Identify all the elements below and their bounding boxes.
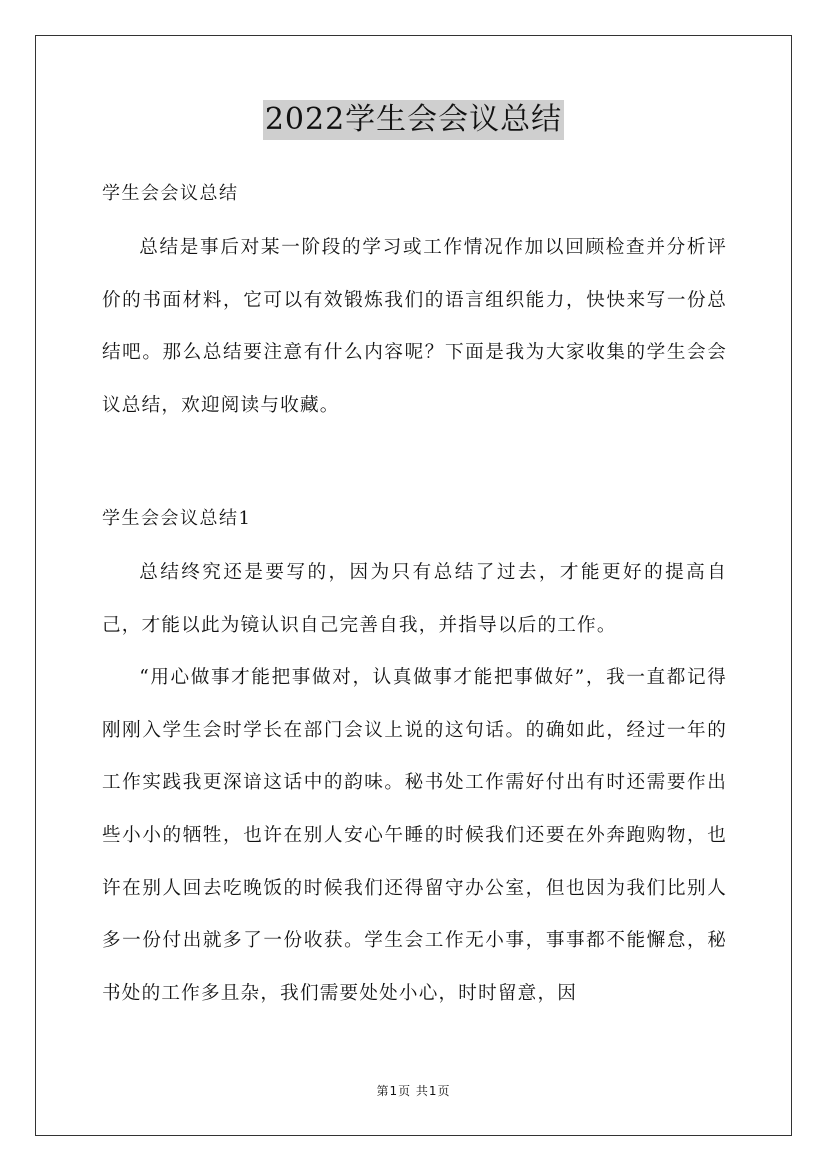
body-block bbox=[102, 547, 727, 1020]
subheading-block bbox=[102, 505, 727, 533]
page-footer: 第1页 共1页 bbox=[376, 1084, 451, 1098]
paragraph-1: 总结终究还是要写的，因为只有总结了过去，才能更好的提高自己，才能以此为镜认识自己完善自我，并指导以后的工作。 bbox=[102, 562, 727, 636]
section-heading: 学生会会议总结 bbox=[102, 183, 239, 204]
paragraph-2: “用心做事才能把事做对，认真做事才能把事做好”，我一直都记得刚刚入学生会时学长在部门会议上说的这句话。的确如此，经过一年的工作实践我更深谙这话中的韵味。秘书处工作需好付出有时还需要作出些小小的牺牲，也许在别人安心午睡的时候我们还要在外奔跑购物，也许在别人回去吃晚饭的时候我们还得留守办公室，但也因为我们比别人多一份付出就多了一份收获。学生会工作无小事，事事都不能懈怠，秘书处的工作多且杂，我们需要处处小心，时时留意，因 bbox=[102, 667, 727, 1004]
subheading: 学生会会议总结1 bbox=[102, 508, 252, 529]
intro-block bbox=[102, 222, 727, 432]
title-container bbox=[0, 100, 827, 140]
document-title: 2022学生会会议总结 bbox=[263, 100, 564, 140]
intro-paragraph: 总结是事后对某一阶段的学习或工作情况作加以回顾检查并分析评价的书面材料，它可以有效锻炼我们的语言组织能力，快快来写一份总结吧。那么总结要注意有什么内容呢？下面是我为大家收集的学生会会议总结，欢迎阅读与收藏。 bbox=[102, 237, 727, 416]
section-heading-block bbox=[102, 180, 727, 208]
